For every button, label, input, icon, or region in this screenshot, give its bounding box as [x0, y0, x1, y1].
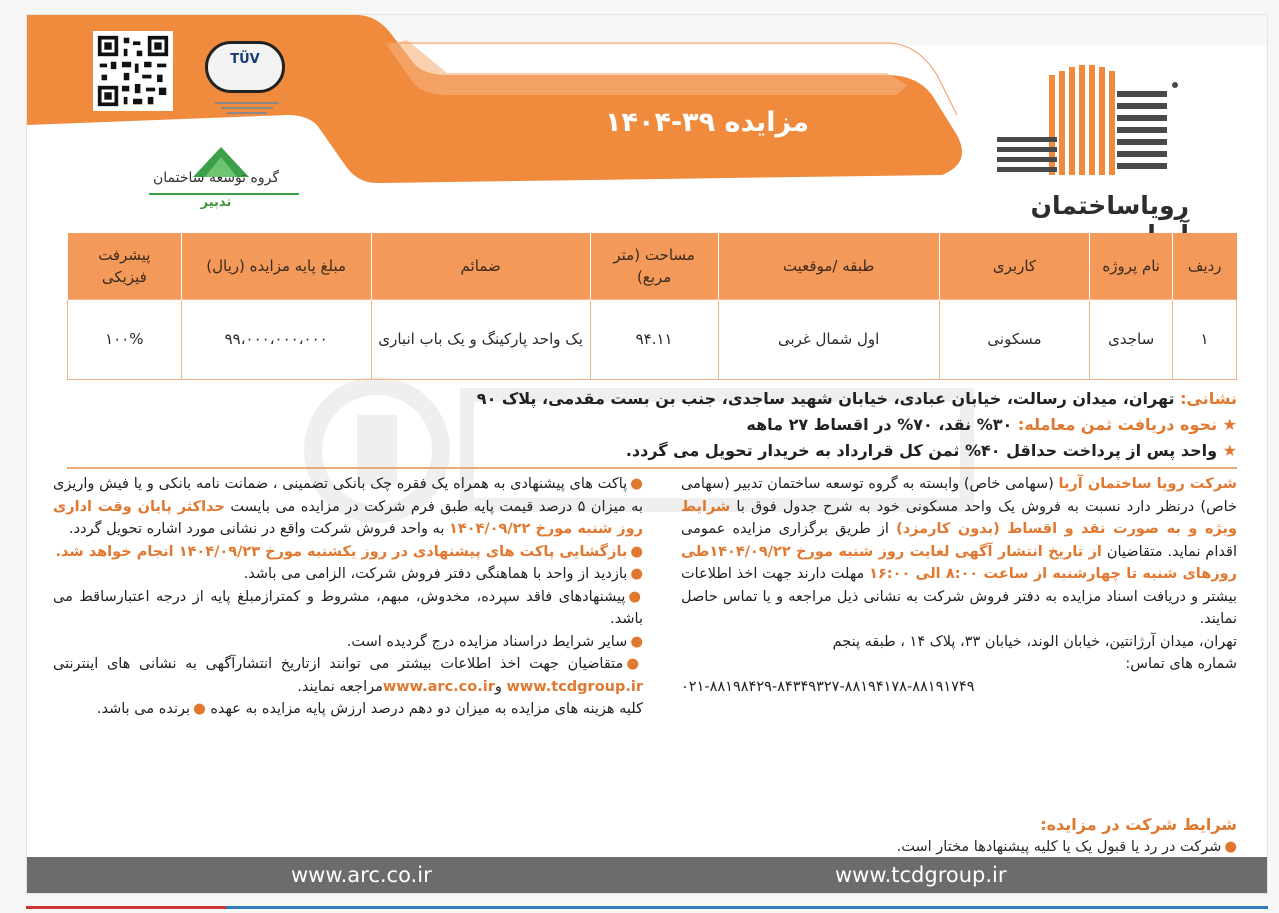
- other-terms-paragraph: [53, 631, 643, 654]
- intro-paragraph: [681, 473, 1237, 631]
- invalid-text: پیشنهادهای فاقد سپرده، مخدوش، مبهم، مشروط و کمترازمبلغ پایه از درجه اعتبارساقط می باشد.: [53, 588, 643, 627]
- bottom-red-line: [26, 906, 226, 909]
- opening-text: بازگشایی پاکت های پیشنهادی در روز یکشنبه مورخ ۱۴۰۴/۰۹/۲۳ انجام خواهد شد.: [55, 543, 628, 560]
- conditions-item: [681, 839, 1237, 855]
- payment-line: [67, 415, 1237, 434]
- payment-text: ۳۰% نقد، ۷۰% در اقساط ۲۷ ماهه: [746, 415, 1013, 434]
- envelope-paragraph: [53, 473, 643, 541]
- phones-value: ۰۲۱-۸۸۱۹۸۴۲۹-۸۴۳۴۹۳۲۷-۸۸۱۹۴۱۷۸-۸۸۱۹۱۷۴۹: [681, 678, 975, 695]
- bullet-icon: ●: [626, 656, 643, 672]
- footer-bar: [27, 857, 1268, 894]
- auction-title: مزایده ۳۹-۱۴۰۴: [605, 107, 809, 138]
- bullet-icon: ●: [630, 476, 644, 492]
- auction-ad: [26, 14, 1268, 894]
- tcd-brand-name: تدبیر: [200, 195, 232, 210]
- col-header-area: مساحت (متر مربع): [590, 233, 718, 299]
- cell-progress: ۱۰۰%: [68, 299, 182, 379]
- bullet-icon: ●: [1224, 839, 1237, 855]
- cell-extras: یک واحد پارکینگ و یک باب انباری: [371, 299, 590, 379]
- deadline-dates: از تاریخ انتشار آگهی لغایت روز شنبه مورخ ۱۴۰۴/۰۹/۲۲طی روزهای شنبه تا چهارشنبه از ساعت ۸:۰۰ الی ۱۶:۰۰: [681, 543, 1238, 582]
- right-column: [681, 473, 1237, 698]
- col-header-usage: کاربری: [939, 233, 1090, 299]
- bullet-icon: ●: [628, 588, 643, 605]
- visit-paragraph: [53, 563, 643, 586]
- special-terms: شرایط ویژه و به صورت نقد و اقساط (بدون کارمزد): [681, 498, 1237, 537]
- col-header-progress: پیشرفت فیزیکی: [68, 233, 182, 299]
- envelope-deadline: حداکثر پایان وقت اداری روز شنبه مورخ ۱۴۰۴/۰۹/۲۲: [53, 498, 643, 537]
- intro-text-b: از طریق برگزاری مزایده عمومی اقدام نماید. متقاضیان: [681, 521, 1237, 560]
- websites-text-a: متقاضیان جهت اخذ اطلاعات بیشتر می توانند ازتاریخ انتشارآگهی به نشانی های اینترنتی: [53, 656, 624, 672]
- cell-project: ساجدی: [1090, 299, 1173, 379]
- cell-area: ۹۴.۱۱: [590, 299, 718, 379]
- delivery-text: واحد پس از پرداخت حداقل ۴۰% ثمن کل قرارداد به خریدار تحویل می گردد.: [625, 441, 1218, 460]
- websites-and: و: [494, 678, 507, 695]
- cell-base-price: ۹۹،۰۰۰،۰۰۰،۰۰۰: [181, 299, 371, 379]
- qr-code-icon: [93, 31, 173, 111]
- invalid-paragraph: [53, 586, 643, 631]
- footer-tcd-link[interactable]: www.tcdgroup.ir: [835, 863, 1007, 887]
- intro-text-a: (سهامی خاص) وابسته به گروه توسعه ساختمان تدبیر (سهامی خاص) درنظر دارد نسبت به فروش یک واحد مسکونی خود به شرح جدول فوق با: [681, 476, 1237, 515]
- col-header-row-number: ردیف: [1172, 233, 1236, 299]
- tcd-logo-icon: [121, 147, 321, 227]
- col-header-project: نام پروژه: [1090, 233, 1173, 299]
- cell-floor: اول شمال غربی: [718, 299, 939, 379]
- address-line: [67, 389, 1237, 408]
- costs-text-a: کلیه هزینه های مزایده به میزان دو دهم درصد ارزش پایه مزایده به عهده: [205, 701, 643, 717]
- intro-text-c: مهلت دارند جهت اخذ اطلاعات بیشتر و دریافت اسناد مزایده به دفتر فروش شرکت به نشانی ذیل مراجعه و یا تماس حاصل نمایند.: [681, 566, 1237, 627]
- company-name: شرکت رویا ساختمان آریا: [1058, 476, 1237, 492]
- address-label: نشانی:: [1180, 389, 1237, 408]
- roya-logo-text: رویاساختمان: [1030, 191, 1189, 220]
- delivery-line: [67, 441, 1237, 460]
- bullet-icon: ●: [630, 543, 643, 560]
- address-text: تهران، میدان رسالت، خیابان عبادی، خیابان شهید ساجدی، جنب بن بست مقدمی، پلاک ۹۰: [476, 389, 1175, 408]
- auction-table: [67, 233, 1237, 380]
- costs-paragraph: [53, 698, 643, 721]
- conditions-item-text: شرکت در رد یا قبول یک یا کلیه پیشنهادها مختار است.: [896, 839, 1222, 855]
- tcdgroup-link[interactable]: www.tcdgroup.ir: [506, 678, 643, 695]
- opening-paragraph: [53, 541, 643, 564]
- building-icon: [989, 51, 1189, 191]
- bullet-icon: ●: [630, 633, 643, 650]
- costs-text-b: برنده می باشد.: [96, 701, 191, 717]
- envelope-text-b: به واحد فروش شرکت واقع در نشانی مورد اشاره تحویل گردد.: [69, 521, 449, 537]
- payment-label: نحوه دریافت ثمن معامله:: [1017, 415, 1218, 434]
- section-divider: [67, 467, 1237, 469]
- phones-label: شماره های تماس:: [1125, 656, 1237, 672]
- table-row: [68, 299, 1237, 379]
- payment-star-icon: ★: [1217, 415, 1237, 434]
- left-column: [53, 473, 643, 721]
- bullet-icon: ●: [630, 566, 643, 582]
- arc-link[interactable]: www.arc.co.ir: [382, 678, 495, 695]
- other-terms-text: سایر شرایط دراسناد مزایده درج گردیده است.: [346, 633, 628, 650]
- websites-paragraph: [53, 653, 643, 698]
- tuv-subtext-icon: [207, 99, 287, 119]
- col-header-floor: طبقه /موقعیت: [718, 233, 939, 299]
- websites-text-b: مراجعه نمایند.: [297, 678, 383, 695]
- conditions-title: شرایط شرکت در مزایده:: [1040, 815, 1237, 834]
- visit-text: بازدید از واحد با هماهنگی دفتر فروش شرکت، الزامی می باشد.: [243, 566, 628, 582]
- col-header-extras: ضمائم: [371, 233, 590, 299]
- tcd-group-name: گروه توسعه ساختمان: [152, 170, 280, 186]
- table-header-row: [68, 233, 1237, 299]
- col-header-base-price: مبلغ پایه مزایده (ریال): [181, 233, 371, 299]
- tuv-label: TÜV: [230, 52, 260, 67]
- cell-row-number: ۱: [1172, 299, 1236, 379]
- tuv-badge: [205, 41, 285, 93]
- footer-arc-link[interactable]: www.arc.co.ir: [291, 863, 432, 887]
- office-address: تهران، میدان آرژانتین، خیابان الوند، خیابان ۳۳، پلاک ۱۴ ، طبقه پنجم: [832, 633, 1237, 650]
- cell-usage: مسکونی: [939, 299, 1090, 379]
- roya-logo: [989, 51, 1189, 231]
- delivery-star-icon: ★: [1217, 441, 1237, 460]
- ad-header: [27, 15, 1268, 230]
- envelope-text-a: پاکت های پیشنهادی به همراه یک فقره چک بانکی تضمینی ، ضمانت نامه بانکی و یا فیش واریزی به میزان ۵ درصد قیمت پایه طبق فرم شرکت در مزایده می بایست: [53, 476, 643, 515]
- bullet-icon: ●: [193, 701, 206, 717]
